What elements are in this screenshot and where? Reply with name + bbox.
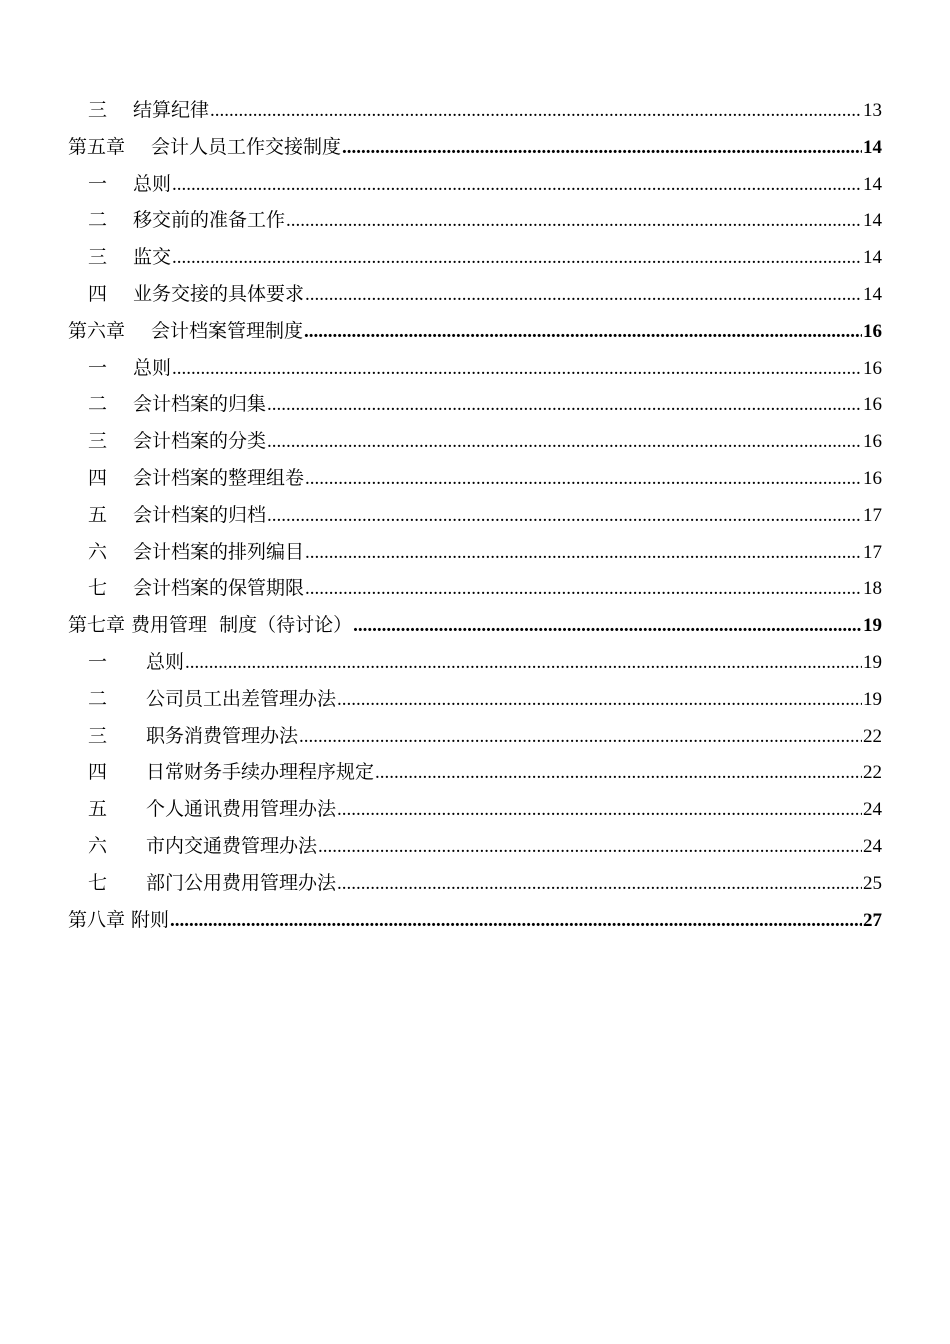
toc-entry[interactable] xyxy=(68,460,882,497)
toc-chapter-label: 第七章 xyxy=(68,614,126,637)
toc-dot-leader xyxy=(337,792,862,829)
toc-entry[interactable] xyxy=(68,865,882,902)
toc-entry[interactable] xyxy=(68,754,882,791)
toc-page-number: 14 xyxy=(863,210,882,232)
toc-entry[interactable] xyxy=(68,497,882,534)
toc-dot-leader xyxy=(305,277,862,314)
toc-chapter-entry[interactable] xyxy=(68,129,882,166)
toc-page-number: 14 xyxy=(863,283,882,305)
toc-chapter-label: 第五章 xyxy=(68,135,126,158)
toc-entry[interactable] xyxy=(68,166,882,203)
toc-entry[interactable] xyxy=(68,570,882,607)
toc-page-number: 17 xyxy=(863,504,882,526)
toc-page-number: 16 xyxy=(863,431,882,453)
toc-entry-number: 七 xyxy=(88,871,108,894)
toc-entry-title: 监交 xyxy=(133,246,172,269)
toc-dot-leader xyxy=(305,535,862,572)
toc-page-number: 27 xyxy=(863,909,882,931)
toc-entry-number: 三 xyxy=(88,246,108,269)
toc-entry[interactable] xyxy=(68,202,882,239)
toc-chapter-title: 附则 xyxy=(131,908,170,931)
toc-entry-number: 五 xyxy=(88,503,108,526)
toc-entry[interactable] xyxy=(68,828,882,865)
toc-chapter-entry[interactable] xyxy=(68,313,882,350)
toc-page-number: 16 xyxy=(863,357,882,379)
toc-chapter-title: 会计档案管理制度 xyxy=(151,319,304,342)
toc-dot-leader xyxy=(305,461,862,498)
toc-dot-leader xyxy=(210,93,862,130)
toc-entry[interactable] xyxy=(68,276,882,313)
toc-chapter-label: 第六章 xyxy=(68,319,126,342)
toc-entry-number: 一 xyxy=(88,356,108,379)
toc-entry[interactable] xyxy=(68,239,882,276)
toc-entry-title: 部门公用费用管理办法 xyxy=(146,871,337,894)
toc-page-number: 16 xyxy=(863,320,882,342)
table-of-contents xyxy=(68,92,882,938)
toc-dot-leader xyxy=(304,314,862,351)
toc-entry-title: 公司员工出差管理办法 xyxy=(146,687,337,710)
toc-page-number: 14 xyxy=(863,247,882,269)
toc-entry-number: 四 xyxy=(88,282,108,305)
toc-entry[interactable] xyxy=(68,423,882,460)
toc-entry-title: 会计档案的归集 xyxy=(133,393,267,416)
toc-entry-title: 总则 xyxy=(133,356,172,379)
toc-dot-leader xyxy=(267,498,862,535)
toc-page-number: 19 xyxy=(863,688,882,710)
toc-page-number: 24 xyxy=(863,799,882,821)
toc-dot-leader xyxy=(267,387,862,424)
toc-dot-leader xyxy=(337,866,862,903)
toc-page-number: 14 xyxy=(863,173,882,195)
toc-page-number: 18 xyxy=(863,578,882,600)
toc-dot-leader xyxy=(172,240,862,277)
toc-page-number: 22 xyxy=(863,762,882,784)
toc-entry-number: 二 xyxy=(88,687,108,710)
toc-entry-title: 移交前的准备工作 xyxy=(133,209,286,232)
toc-entry[interactable] xyxy=(68,350,882,387)
toc-page-number: 16 xyxy=(863,467,882,489)
toc-entry-number: 四 xyxy=(88,466,108,489)
toc-page-number: 25 xyxy=(863,872,882,894)
toc-entry[interactable] xyxy=(68,791,882,828)
toc-page-number: 13 xyxy=(863,100,882,121)
toc-page-number: 22 xyxy=(863,725,882,747)
toc-page-number: 14 xyxy=(863,136,882,158)
toc-entry[interactable] xyxy=(68,644,882,681)
toc-entry[interactable] xyxy=(68,534,882,571)
toc-chapter-entry[interactable] xyxy=(68,902,882,939)
toc-page-number: 16 xyxy=(863,394,882,416)
toc-entry-title: 结算纪律 xyxy=(133,99,210,121)
toc-entry-number: 二 xyxy=(88,209,108,232)
toc-entry-title: 总则 xyxy=(133,172,172,195)
toc-entry[interactable] xyxy=(68,92,882,129)
toc-dot-leader xyxy=(267,424,862,461)
toc-entry-title: 会计档案的排列编目 xyxy=(133,540,305,563)
toc-entry-number: 五 xyxy=(88,798,108,821)
toc-dot-leader xyxy=(318,829,862,866)
toc-page-number: 24 xyxy=(863,835,882,857)
toc-entry-title: 总则 xyxy=(146,650,185,673)
toc-entry-number: 一 xyxy=(88,172,108,195)
toc-chapter-title: 费用管理 制度（待讨论） xyxy=(131,614,353,637)
toc-entry-title: 个人通讯费用管理办法 xyxy=(146,798,337,821)
toc-entry-title: 会计档案的整理组卷 xyxy=(133,466,305,489)
toc-dot-leader xyxy=(172,167,862,204)
toc-dot-leader xyxy=(305,571,862,608)
toc-entry-number: 六 xyxy=(88,834,108,857)
toc-entry[interactable] xyxy=(68,718,882,755)
toc-entry-number: 三 xyxy=(88,99,108,121)
toc-page-number: 19 xyxy=(863,651,882,673)
toc-entry[interactable] xyxy=(68,681,882,718)
toc-dot-leader xyxy=(170,903,862,940)
toc-entry-title: 会计档案的保管期限 xyxy=(133,577,305,600)
toc-dot-leader xyxy=(337,682,862,719)
toc-entry-number: 一 xyxy=(88,650,108,673)
toc-dot-leader xyxy=(172,351,862,388)
toc-dot-leader xyxy=(342,130,862,167)
toc-chapter-title: 会计人员工作交接制度 xyxy=(151,135,342,158)
toc-entry-title: 会计档案的分类 xyxy=(133,430,267,453)
toc-entry-number: 三 xyxy=(88,430,108,453)
toc-entry-number: 三 xyxy=(88,724,108,747)
toc-chapter-entry[interactable] xyxy=(68,607,882,644)
toc-entry-title: 业务交接的具体要求 xyxy=(133,282,305,305)
toc-dot-leader xyxy=(286,203,862,240)
toc-dot-leader xyxy=(353,608,862,645)
toc-entry-title: 日常财务手续办理程序规定 xyxy=(146,761,375,784)
toc-entry-number: 六 xyxy=(88,540,108,563)
toc-dot-leader xyxy=(375,755,862,792)
toc-entry-title: 会计档案的归档 xyxy=(133,503,267,526)
toc-entry[interactable] xyxy=(68,386,882,423)
toc-dot-leader xyxy=(299,719,862,756)
toc-entry-title: 市内交通费管理办法 xyxy=(146,834,318,857)
toc-page-number: 19 xyxy=(863,615,882,637)
toc-entry-number: 二 xyxy=(88,393,108,416)
toc-entry-number: 四 xyxy=(88,761,108,784)
toc-entry-number: 七 xyxy=(88,577,108,600)
toc-page-number: 17 xyxy=(863,541,882,563)
toc-dot-leader xyxy=(185,645,862,682)
toc-entry-title: 职务消费管理办法 xyxy=(146,724,299,747)
toc-chapter-label: 第八章 xyxy=(68,908,126,931)
